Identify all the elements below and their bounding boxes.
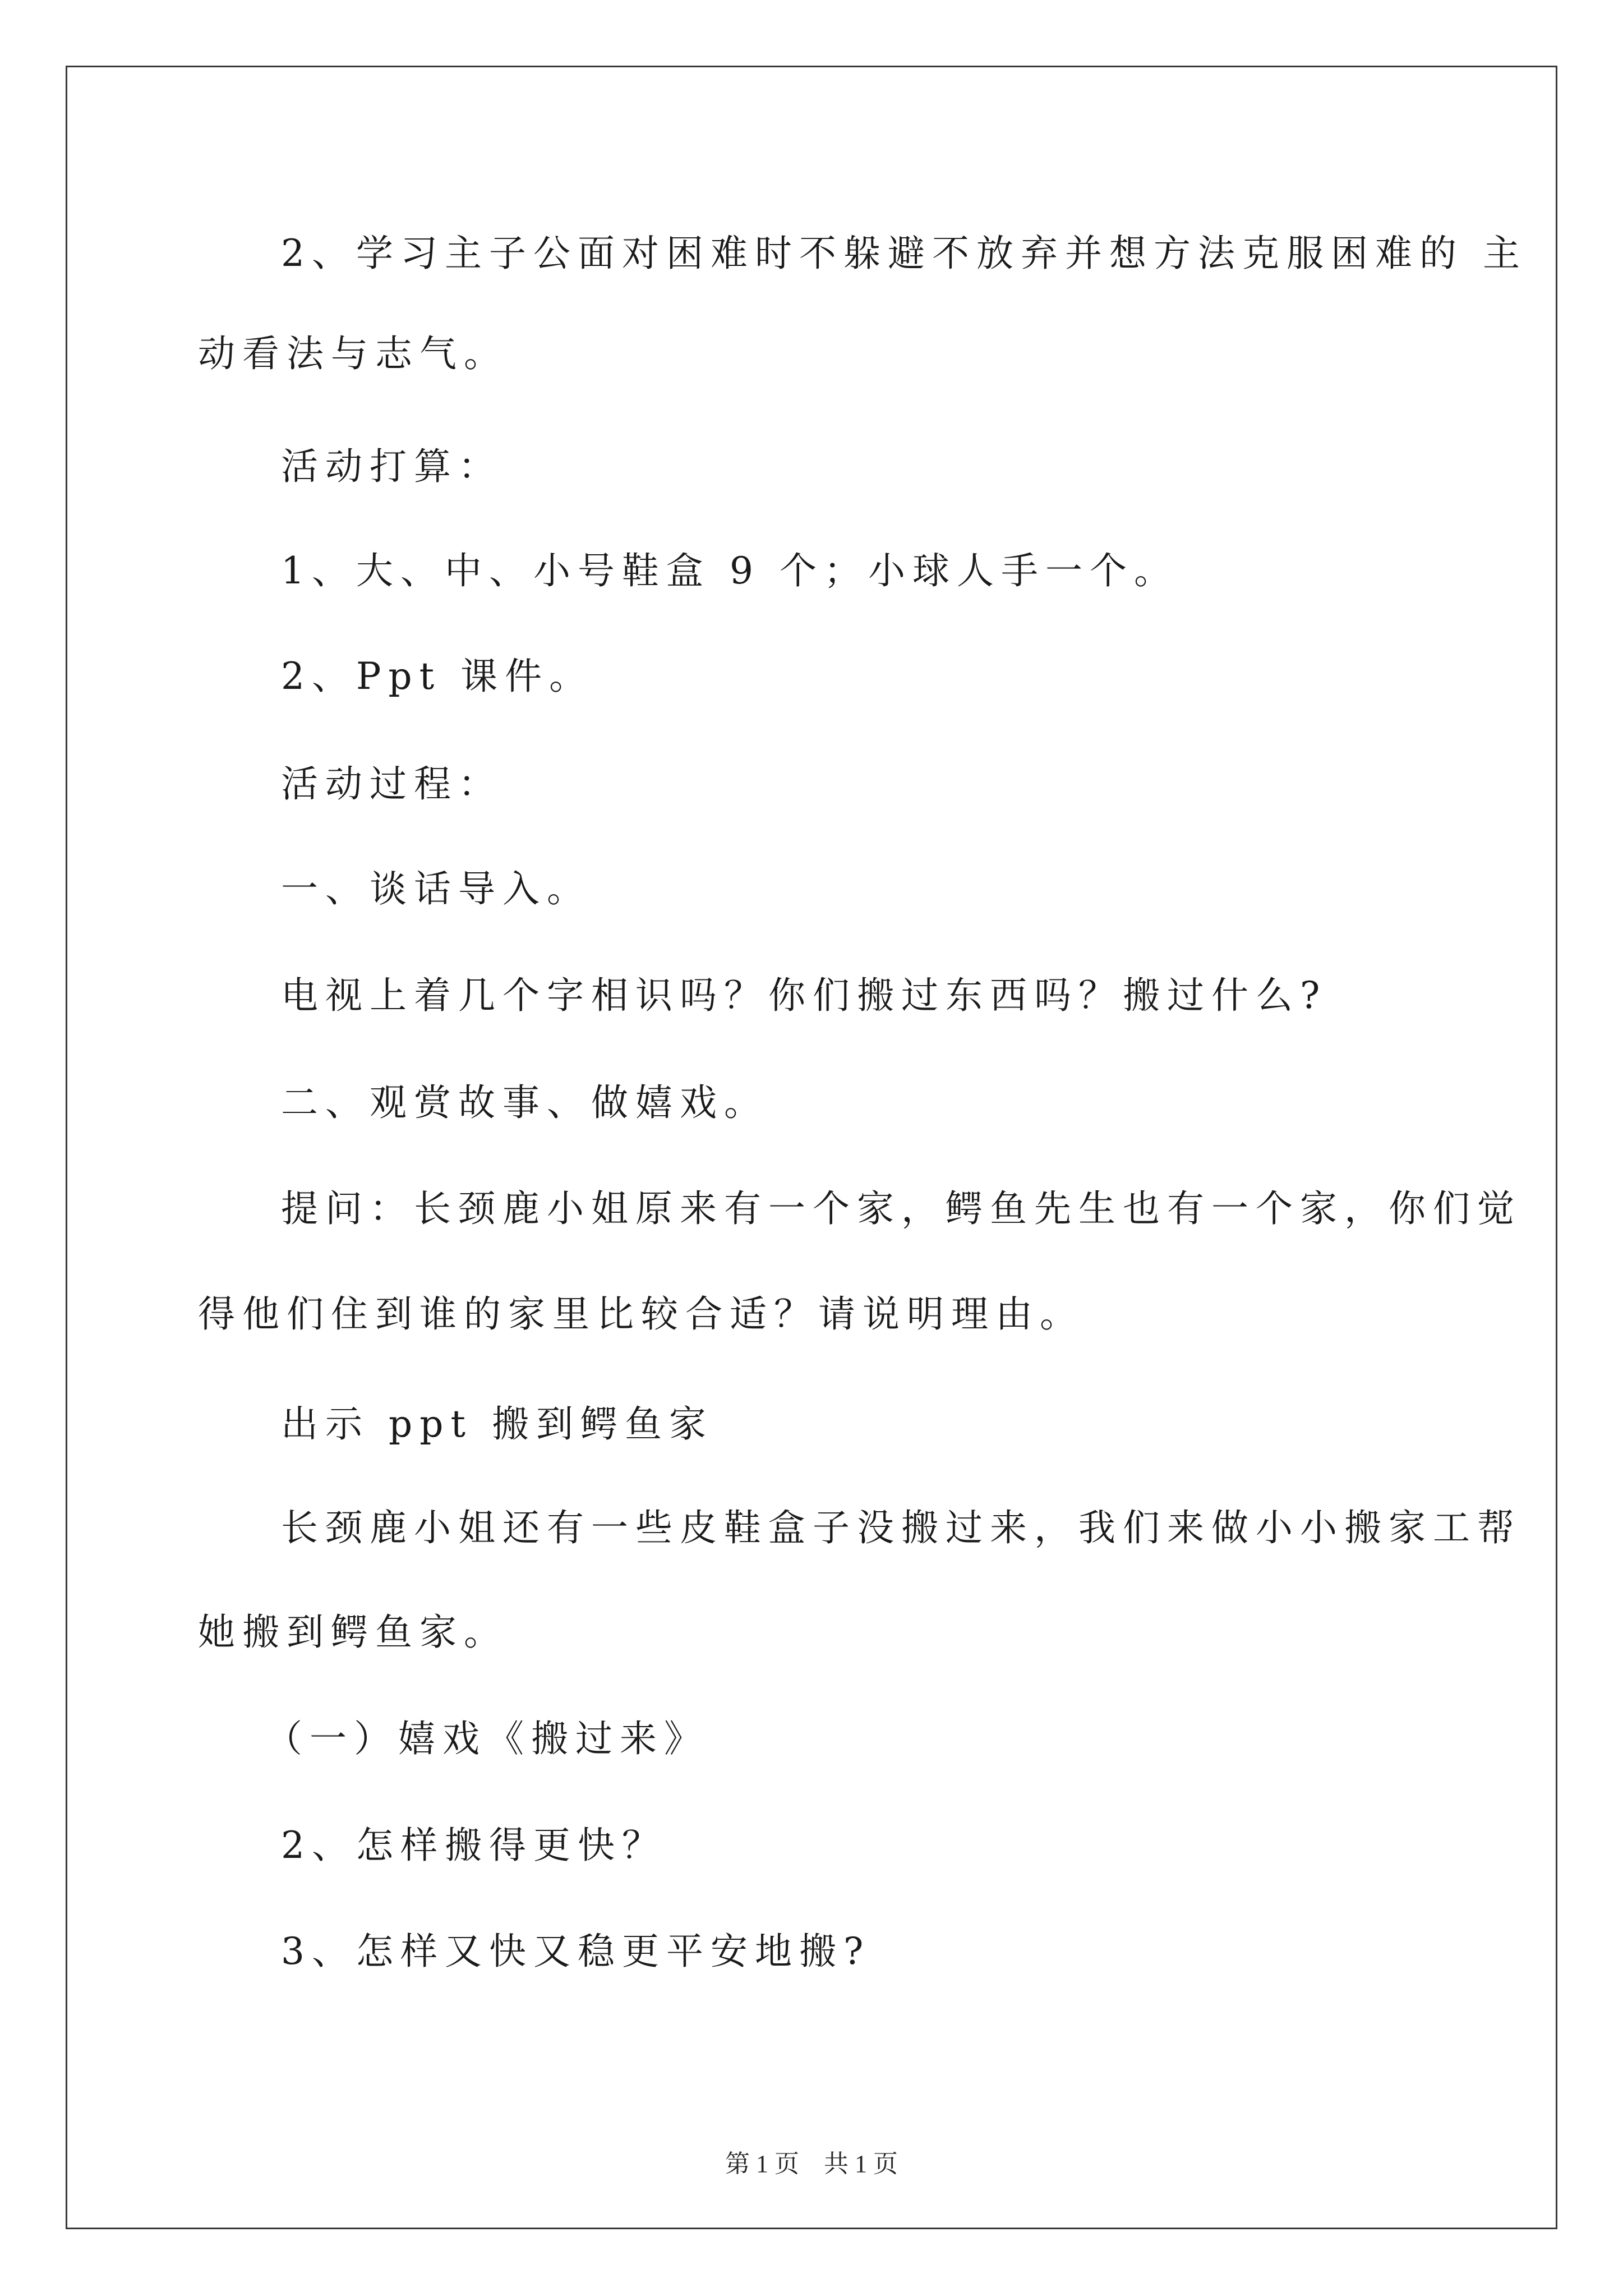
paragraph-line: 一、谈话导入。 <box>281 867 591 910</box>
paragraph-line: 2、学习主子公面对困难时不躲避不放弃并想方法克服困难的 主 <box>281 232 1527 275</box>
paragraph-line: 电视上着几个字相识吗？你们搬过东西吗？搬过什么? <box>281 974 1327 1017</box>
paragraph-line: 1、大、中、小号鞋盒 9 个；小球人手一个。 <box>281 549 1178 592</box>
paragraph-line: 得他们住到谁的家里比较合适？请说明理由。 <box>198 1292 1084 1336</box>
paragraph-line: 长颈鹿小姐还有一些皮鞋盒子没搬过来，我们来做小小搬家工帮 <box>281 1506 1521 1549</box>
paragraph-line: 动看法与志气。 <box>198 332 508 375</box>
page-border <box>66 66 1557 2229</box>
paragraph-line: 二、观赏故事、做嬉戏。 <box>281 1081 768 1124</box>
paragraph-line: 2、怎样搬得更快？ <box>281 1824 666 1867</box>
paragraph-line: 活动过程： <box>281 762 502 806</box>
page-footer: 第 1 页 共 1 页 <box>725 2150 898 2178</box>
paragraph-line: 2、Ppt 课件。 <box>281 655 594 698</box>
paragraph-line: 她搬到鳄鱼家。 <box>198 1611 508 1654</box>
paragraph-line: （一）嬉戏《搬过来》 <box>265 1717 708 1760</box>
paragraph-line: 提问：长颈鹿小姐原来有一个家，鳄鱼先生也有一个家，你们觉 <box>281 1187 1521 1230</box>
paragraph-line: 活动打算： <box>281 445 502 488</box>
paragraph-line: 3、怎样又快又稳更平安地搬? <box>281 1930 871 1973</box>
paragraph-line: 出示 ppt 搬到鳄鱼家 <box>281 1402 713 1446</box>
